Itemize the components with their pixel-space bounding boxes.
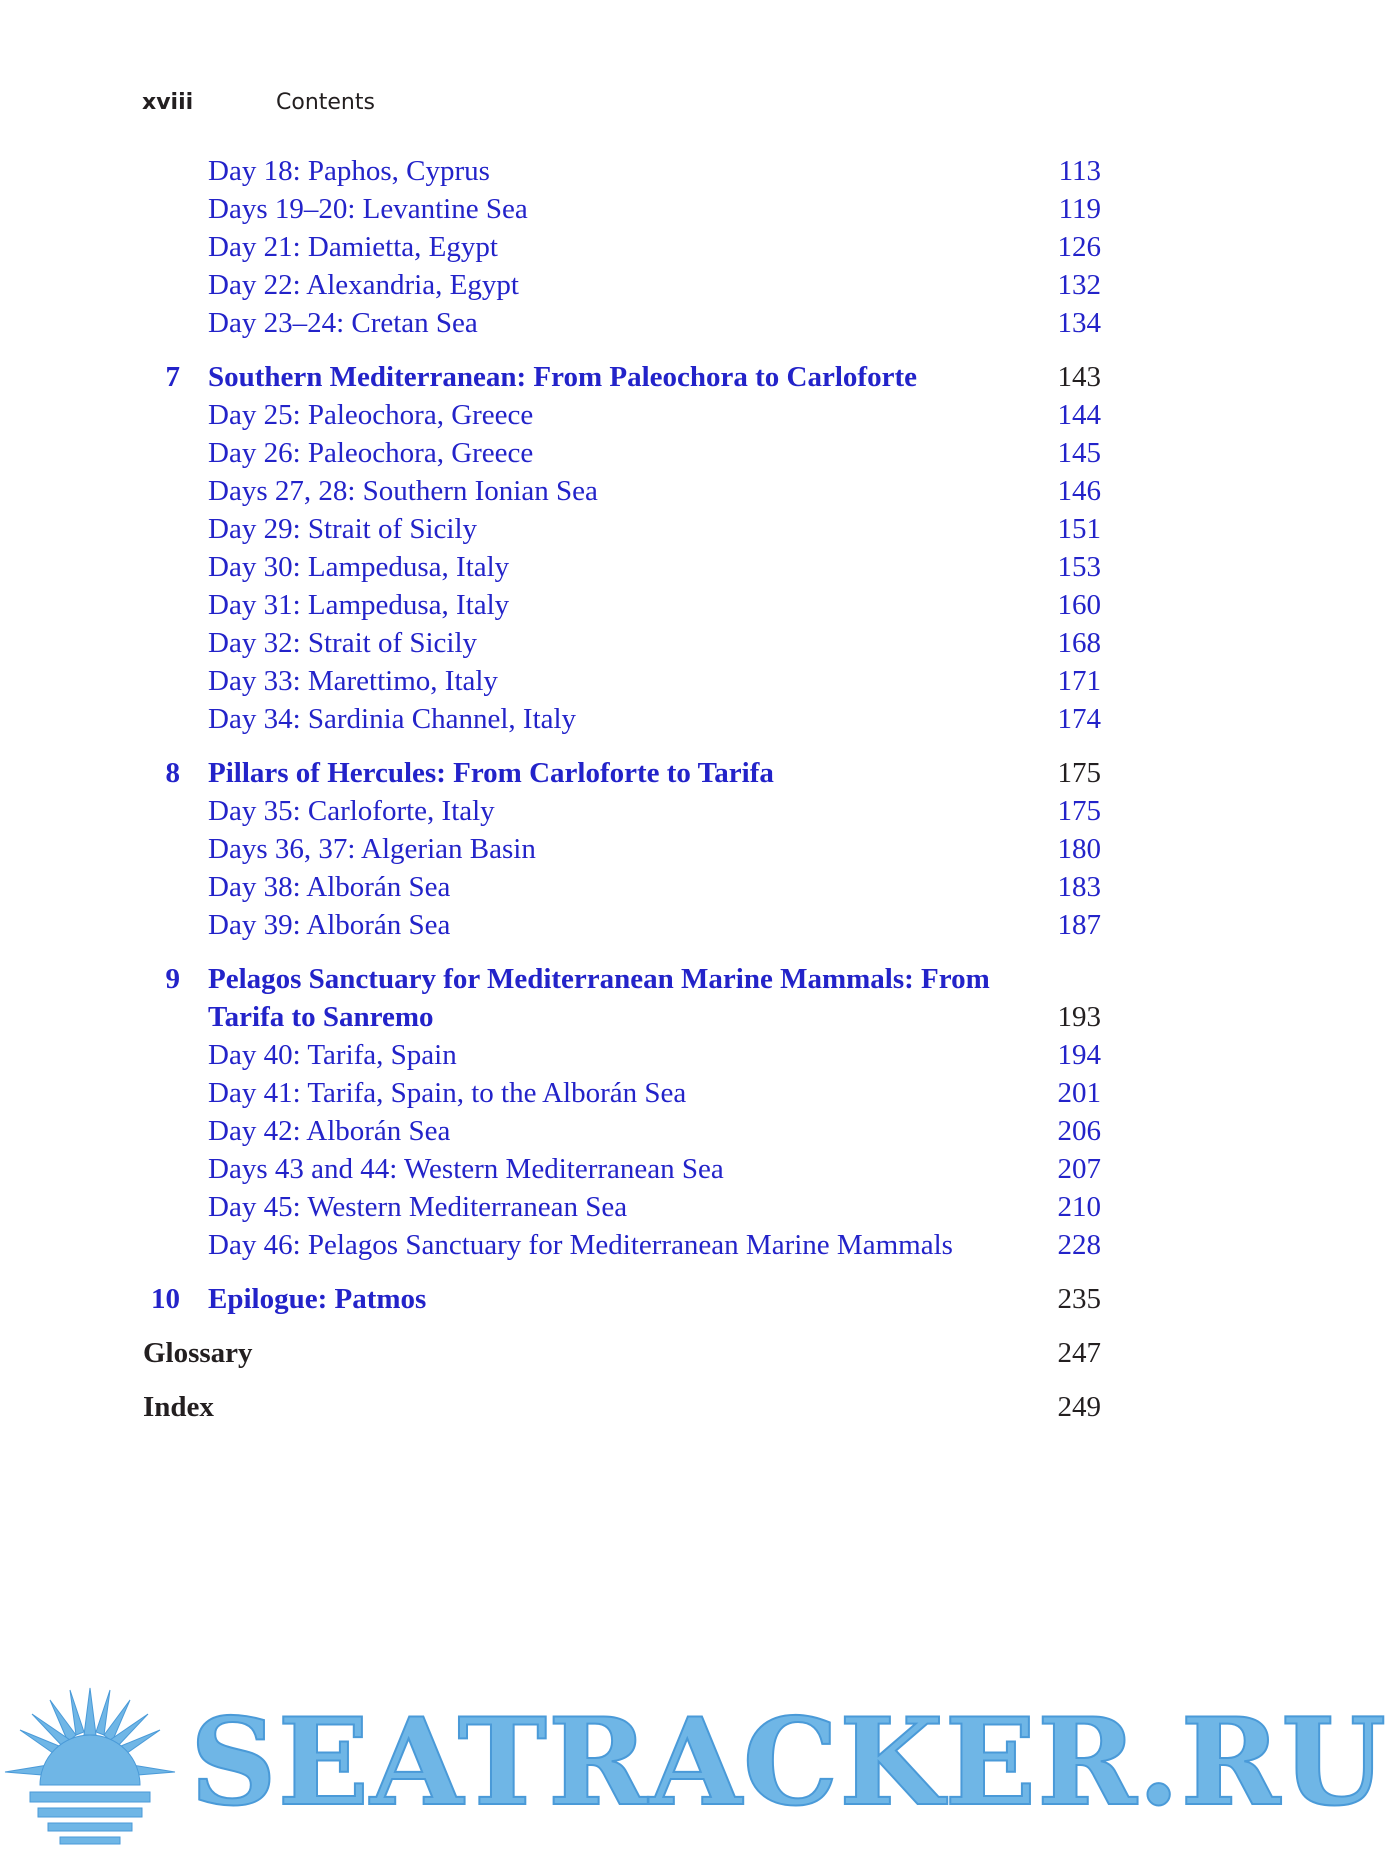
toc-entry-title: Days 36, 37: Algerian Basin (208, 833, 536, 865)
toc-entry-title: Day 40: Tarifa, Spain (208, 1039, 457, 1071)
toc-entry-title: Day 29: Strait of Sicily (208, 513, 478, 545)
toc-entry-title: Day 23–24: Cretan Sea (208, 307, 478, 339)
toc-entry[interactable] (0, 700, 1221, 738)
index-page: 249 (1057, 1391, 1101, 1423)
toc-entry[interactable] (0, 662, 1221, 700)
toc-entry-page: 134 (1057, 307, 1101, 339)
toc-entry-page: 171 (1057, 665, 1101, 697)
toc-entry-page: 151 (1057, 513, 1101, 545)
toc-entry[interactable] (0, 472, 1221, 510)
toc-entry-title: Day 45: Western Mediterranean Sea (208, 1191, 628, 1223)
toc-chapter-7[interactable] (0, 358, 1221, 396)
table-of-contents (0, 152, 1221, 1426)
toc-entry-title: Days 27, 28: Southern Ionian Sea (208, 475, 598, 507)
chapter-page: 235 (1057, 1283, 1101, 1315)
toc-entry[interactable] (0, 1074, 1221, 1112)
toc-entry-title: Day 35: Carloforte, Italy (208, 795, 495, 827)
toc-entry-title: Day 18: Paphos, Cyprus (208, 155, 490, 187)
chapter-title-line1: Pelagos Sanctuary for Mediterranean Marine Mammals: From (208, 963, 990, 995)
toc-entry-page: 146 (1057, 475, 1101, 507)
chapter-number: 7 (165, 361, 180, 393)
toc-entry[interactable] (0, 434, 1221, 472)
toc-entry-page: 126 (1057, 231, 1101, 263)
toc-entry-title: Day 22: Alexandria, Egypt (208, 269, 519, 301)
toc-entry[interactable] (0, 228, 1221, 266)
toc-entry-page: 210 (1057, 1191, 1101, 1223)
toc-entry-page: 201 (1057, 1077, 1101, 1109)
chapter-number: 10 (151, 1283, 180, 1315)
toc-entry[interactable] (0, 1188, 1221, 1226)
toc-entry[interactable] (0, 1036, 1221, 1074)
toc-entry[interactable] (0, 510, 1221, 548)
toc-entry[interactable] (0, 906, 1221, 944)
toc-entry-page: 168 (1057, 627, 1101, 659)
chapter-page: 175 (1057, 757, 1101, 789)
toc-entry-page: 207 (1057, 1153, 1101, 1185)
toc-entry-title: Day 42: Alborán Sea (208, 1115, 451, 1147)
chapter-number: 8 (165, 757, 180, 789)
toc-entry[interactable] (0, 304, 1221, 342)
toc-entry-page: 175 (1057, 795, 1101, 827)
toc-entry[interactable] (0, 396, 1221, 434)
toc-entry-page: 183 (1057, 871, 1101, 903)
toc-entry[interactable] (0, 1150, 1221, 1188)
toc-entry-title: Day 32: Strait of Sicily (208, 627, 478, 659)
toc-entry-title: Day 21: Damietta, Egypt (208, 231, 498, 263)
toc-entry[interactable] (0, 1226, 1221, 1264)
toc-entry[interactable] (0, 1112, 1221, 1150)
toc-entry[interactable] (0, 548, 1221, 586)
toc-entry-page: 145 (1057, 437, 1101, 469)
toc-entry-page: 144 (1057, 399, 1101, 431)
toc-entry-page: 187 (1057, 909, 1101, 941)
toc-entry-title: Day 25: Paleochora, Greece (208, 399, 534, 431)
chapter-page: 143 (1057, 361, 1101, 393)
toc-entry-title: Day 38: Alborán Sea (208, 871, 451, 903)
toc-chapter-9-continued[interactable] (0, 998, 1221, 1036)
toc-entry[interactable] (0, 152, 1221, 190)
toc-entry-title: Day 41: Tarifa, Spain, to the Alborán Sea (208, 1077, 687, 1109)
toc-entry-page: 153 (1057, 551, 1101, 583)
toc-entry-title: Day 46: Pelagos Sanctuary for Mediterranean Marine Mammals (208, 1229, 953, 1261)
toc-entry-title: Days 19–20: Levantine Sea (208, 193, 528, 225)
toc-chapter-10[interactable] (0, 1280, 1221, 1318)
toc-entry-page: 174 (1057, 703, 1101, 735)
chapter-title: Pillars of Hercules: From Carloforte to Tarifa (208, 757, 774, 789)
toc-entry-page: 113 (1058, 155, 1101, 187)
toc-chapter-9[interactable] (0, 960, 1221, 998)
chapter-number: 9 (165, 963, 180, 995)
toc-glossary[interactable] (0, 1334, 1221, 1372)
running-title: Contents (276, 90, 375, 115)
toc-entry-title: Day 26: Paleochora, Greece (208, 437, 534, 469)
toc-entry-page: 194 (1057, 1039, 1101, 1071)
toc-entry-title: Day 39: Alborán Sea (208, 909, 451, 941)
chapter-title-line2: Tarifa to Sanremo (208, 1001, 434, 1033)
watermark-wordmark: SEATRACKER.RU (190, 1692, 1387, 1833)
toc-entry[interactable] (0, 266, 1221, 304)
toc-entry-page: 206 (1057, 1115, 1101, 1147)
toc-entry-title: Days 43 and 44: Western Mediterranean Sea (208, 1153, 724, 1185)
glossary-title: Glossary (143, 1337, 253, 1369)
glossary-page: 247 (1057, 1337, 1101, 1369)
chapter-page: 193 (1057, 1001, 1101, 1033)
watermark (0, 1680, 1387, 1851)
chapter-title: Epilogue: Patmos (208, 1283, 427, 1315)
toc-index[interactable] (0, 1388, 1221, 1426)
toc-entry-title: Day 33: Marettimo, Italy (208, 665, 498, 697)
chapter-title: Southern Mediterranean: From Paleochora to Carloforte (208, 361, 917, 393)
toc-entry[interactable] (0, 792, 1221, 830)
toc-entry-page: 160 (1057, 589, 1101, 621)
page-folio: xviii (142, 90, 194, 115)
toc-entry[interactable] (0, 868, 1221, 906)
sun-logo-icon (0, 1680, 180, 1851)
toc-entry[interactable] (0, 586, 1221, 624)
toc-chapter-8[interactable] (0, 754, 1221, 792)
toc-entry[interactable] (0, 190, 1221, 228)
toc-entry-title: Day 31: Lampedusa, Italy (208, 589, 510, 621)
toc-entry-page: 119 (1058, 193, 1101, 225)
toc-entry-page: 180 (1057, 833, 1101, 865)
toc-entry-title: Day 30: Lampedusa, Italy (208, 551, 510, 583)
toc-entry-page: 228 (1057, 1229, 1101, 1261)
toc-entry-page: 132 (1057, 269, 1101, 301)
toc-entry[interactable] (0, 830, 1221, 868)
toc-entry[interactable] (0, 624, 1221, 662)
index-title: Index (143, 1391, 214, 1423)
toc-entry-title: Day 34: Sardinia Channel, Italy (208, 703, 577, 735)
